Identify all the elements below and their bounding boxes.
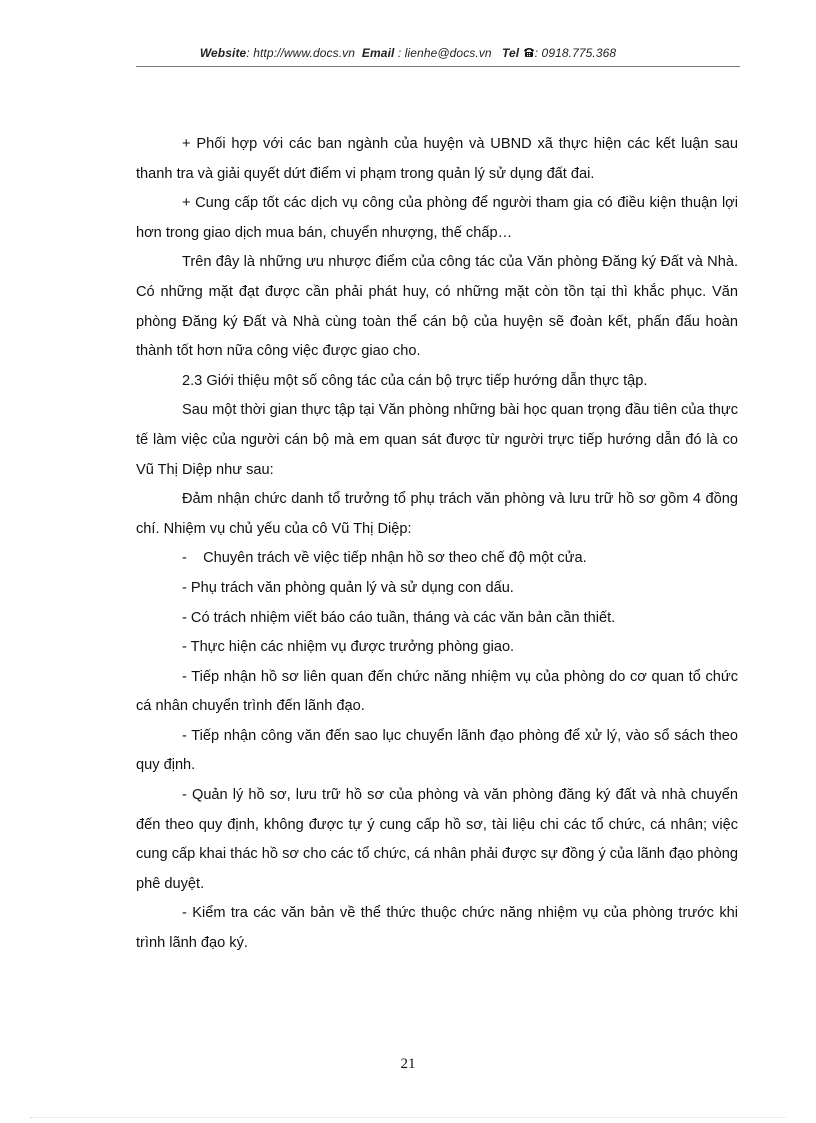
paragraph: + Phối hợp với các ban ngành của huyện và UBND xã thực hiện các kết luận sau thanh tra và giải quyết dứt điểm vi phạm trong quản lý sử dụng đất đai. (136, 136, 738, 182)
list-item: - Tiếp nhận hồ sơ liên quan đến chức năng nhiệm vụ của phòng do cơ quan tổ chức cá nhân chuyển trình đến lãnh đạo. (136, 668, 738, 715)
list-item: - Có trách nhiệm viết báo cáo tuần, tháng và các văn bản cần thiết. (182, 609, 616, 626)
email-label: Email (361, 46, 395, 60)
list-item: - Thực hiện các nhiệm vụ được trưởng phòng giao. (182, 639, 515, 656)
page-number: 21 (400, 1056, 416, 1072)
list-item: - Chuyên trách về việc tiếp nhận hồ sơ theo chế độ một cửa. (182, 550, 587, 567)
paragraph: Sau một thời gian thực tập tại Văn phòng những bài học quan trọng đầu tiên của thực tế làm việc của người cán bộ mà em quan sát được từ người trực tiếp hướng dẫn đó là co Vũ Thị Diệp như sau: (136, 402, 738, 478)
tel-label: Tel (502, 46, 520, 60)
list-item: - Kiểm tra các văn bản về thể thức thuộc chức năng nhiệm vụ của phòng trước khi trình lãnh đạo ký. (136, 905, 738, 952)
list-item: - Quản lý hồ sơ, lưu trữ hồ sơ của phòng và văn phòng đăng ký đất và nhà chuyển đến theo quy định, không được tự ý cung cấp hồ sơ, tài liệu chi các tổ chức, cá nhân; việc cung cấp khai thác hồ sơ cho các tổ chức, cá nhân phải được sự đồng ý của lãnh đạo phòng phê duyệt. (136, 787, 738, 892)
section-heading: 2.3 Giới thiệu một số công tác của cán bộ trực tiếp hướng dẫn thực tập. (182, 372, 648, 389)
phone-icon (523, 47, 535, 61)
tel-value: : 0918.775.368 (534, 46, 617, 60)
page-bottom-border (30, 1117, 786, 1118)
email-value[interactable]: : lienhe@docs.vn (397, 46, 492, 60)
document-body (136, 130, 738, 959)
page-header (0, 46, 816, 61)
list-item: - Phụ trách văn phòng quản lý và sử dụng con dấu. (182, 579, 514, 596)
paragraph: + Cung cấp tốt các dịch vụ công của phòng để người tham gia có điều kiện thuận lợi hơn trong giao dịch mua bán, chuyển nhượng, thế chấp… (136, 195, 738, 241)
header-divider (136, 66, 740, 67)
website-value[interactable]: : http://www.docs.vn (246, 46, 356, 60)
website-label: Website (199, 46, 247, 60)
paragraph: Đảm nhận chức danh tổ trưởng tổ phụ trách văn phòng và lưu trữ hồ sơ gồm 4 đồng chí. Nhiệm vụ chủ yếu của cô Vũ Thị Diệp: (136, 491, 738, 537)
paragraph: Trên đây là những ưu nhược điểm của công tác của Văn phòng Đăng ký Đất và Nhà. Có những mặt đạt được cần phải phát huy, có những mặt còn tồn tại thì khắc phục. Văn phòng Đăng ký Đất và Nhà cùng toàn thể cán bộ của huyện sẽ đoàn kết, phấn đấu hoàn thành tốt hơn nữa công việc được giao cho. (136, 254, 738, 360)
list-item: - Tiếp nhận công văn đến sao lục chuyển lãnh đạo phòng để xử lý, vào sổ sách theo quy định. (136, 727, 738, 774)
